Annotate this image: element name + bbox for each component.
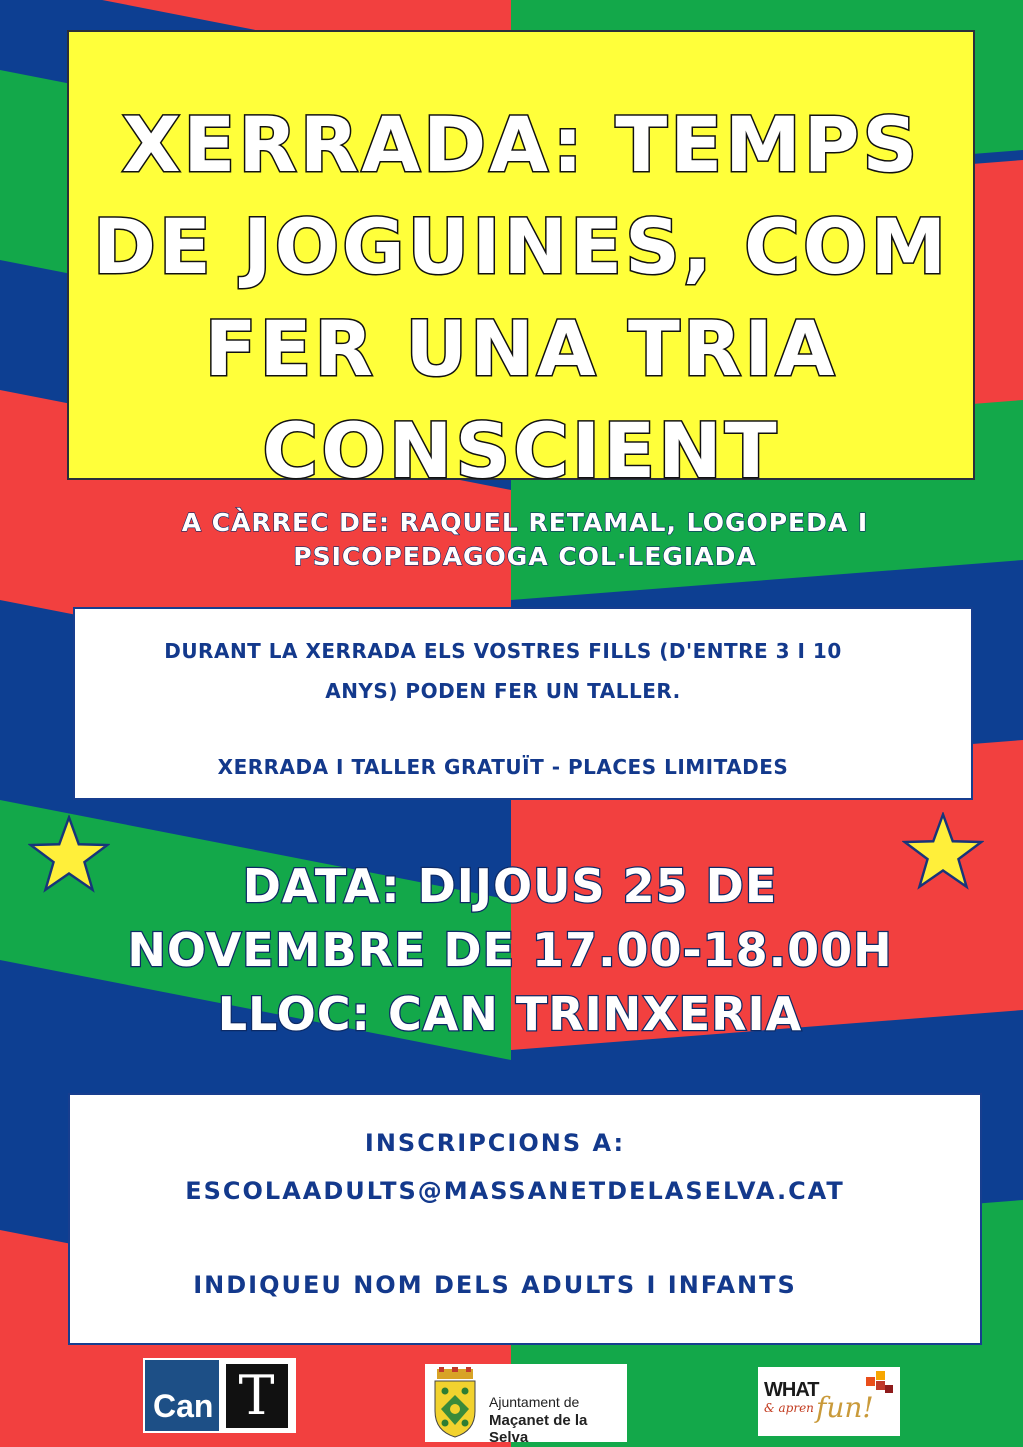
speaker-line: A CÀRREC DE: RAQUEL RETAMAL, LOGOPEDA I: [181, 508, 869, 537]
registration-box: [68, 1093, 982, 1345]
can-trinxeria-logo: [143, 1358, 296, 1433]
info-free-line: XERRADA I TALLER GRATUÏT - PLACES LIMITADES: [217, 755, 789, 779]
info-line: ANYS) PODEN FER UN TALLER.: [325, 679, 681, 703]
ajuntament-line1: Ajuntament de: [489, 1394, 580, 1410]
date-location: [60, 854, 960, 1046]
speaker-credit: [120, 506, 930, 574]
can-logo-text: Can: [145, 1360, 219, 1431]
registration-note: INDIQUEU NOM DELS ADULTS I INFANTS: [193, 1271, 797, 1299]
registration-label: INSCRIPCIONS A:: [364, 1129, 626, 1157]
fun-text: fun!: [816, 1391, 874, 1424]
coat-of-arms-icon: [429, 1367, 481, 1439]
date-line: DATA: DIJOUS 25 DE: [242, 859, 778, 913]
date-line: NOVEMBRE DE 17.00-18.00H: [127, 923, 893, 977]
title-line: XERRADA: TEMPS: [121, 100, 921, 189]
event-title: [69, 94, 973, 502]
title-box: [67, 30, 975, 495]
title-line: DE JOGUINES, COM: [92, 202, 950, 291]
location-line: LLOC: CAN TRINXERIA: [217, 987, 803, 1041]
ajuntament-line2: Maçanet de la Selva: [489, 1412, 588, 1446]
info-box: [73, 607, 973, 800]
title-line: CONSCIENT: [262, 406, 780, 495]
title-line: FER UNA TRIA: [204, 304, 838, 393]
what-text: WHAT: [764, 1379, 819, 1401]
apren-text: & apren: [764, 1401, 814, 1415]
info-line: DURANT LA XERRADA ELS VOSTRES FILLS (D'ENTRE 3 I 10: [164, 639, 842, 663]
t-logo-mark: T: [226, 1364, 288, 1428]
speaker-line: PSICOPEDAGOGA COL·LEGIADA: [293, 542, 757, 571]
registration-email[interactable]: ESCOLAADULTS@MASSANETDELASELVA.CAT: [185, 1177, 845, 1205]
what-aprenfun-logo: [758, 1367, 900, 1436]
ajuntament-logo: [425, 1364, 627, 1446]
